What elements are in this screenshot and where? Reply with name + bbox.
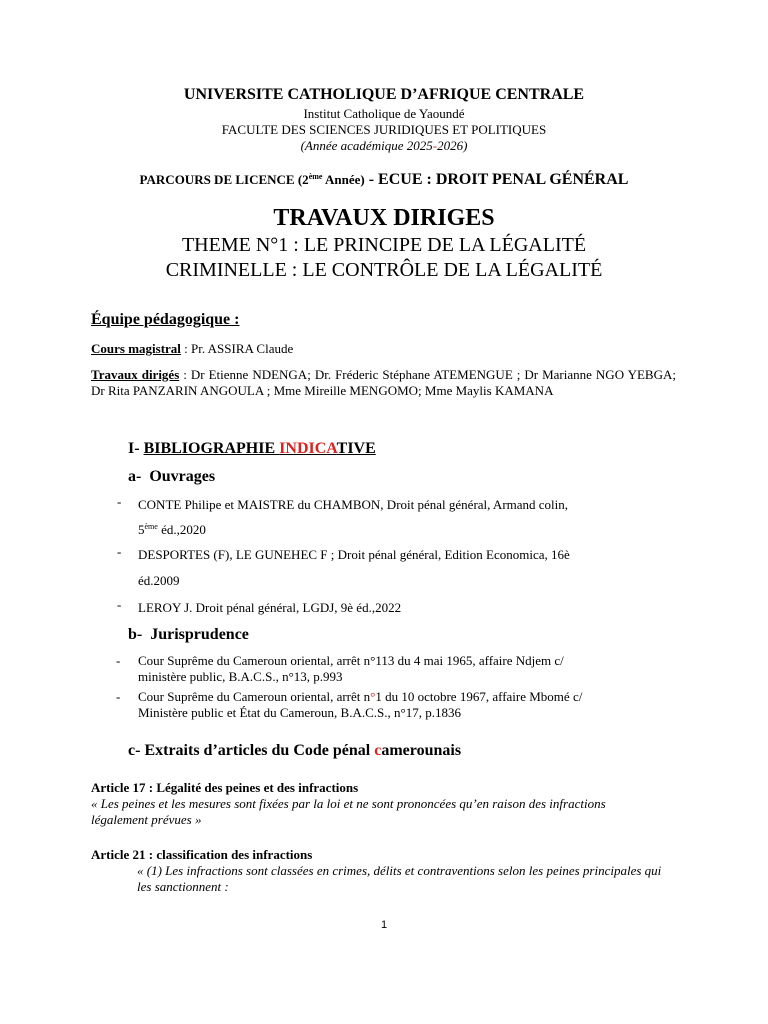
ecue-label: - ECUE : DROIT PENAL GÉNÉRAL [364,171,629,188]
book-1-edition-sup: ème [144,522,158,531]
parcours-sup: ème [308,172,323,181]
book-1-edition-year: éd.,2020 [157,522,206,537]
case-1-line-2: ministère public, B.A.C.S., n°13, p.993 [138,669,343,684]
article-21-title: Article 21 : classification des infractions [91,847,313,862]
jurisprudence-heading [128,626,249,644]
extraits-title-end: amerounais [381,742,462,759]
case-1-line-1: Cour Suprême du Cameroun oriental, arrêt n°113 du 4 mai 1965, affaire Ndjem c/ [138,653,564,668]
book-1-line-2 [138,522,206,538]
travaux-diriges-value: : Dr Etienne NDENGA; Dr. Fréderic Stéphane ATEMENGUE ; Dr Marianne NGO YEBGA; Dr Rita PANZARIN ANGOULA ; Mme Mireille MENGOMO; Mme Maylis KAMANA [91,367,676,398]
institute-name: Institut Catholique de Yaoundé [303,106,465,121]
course-line [0,171,768,189]
extraits-number: c- [128,742,141,759]
case-2-line-1-end: 1 du 10 octobre 1967, affaire Mbomé c/ [375,689,583,704]
biblio-title-red: INDICA [279,440,337,457]
cours-magistral-label: Cours magistral [91,341,181,356]
biblio-number: I- [128,440,140,457]
theme-line-2: CRIMINELLE : LE CONTRÔLE DE LA LÉGALITÉ [165,259,603,281]
book-1-line-1: CONTE Philipe et MAISTRE du CHAMBON, Droit pénal général, Armand colin, [138,497,569,512]
academic-year [0,138,768,154]
parcours-suffix: Année) [322,172,365,187]
biblio-title-a: BIBLIOGRAPHIE [143,440,280,457]
case-2-line-1-red: ° [370,689,376,704]
jurisprudence-number: b- [128,626,143,643]
cours-magistral-value: : Pr. ASSIRA Claude [180,341,294,356]
academic-year-end: 2026) [437,138,468,153]
parcours-prefix: PARCOURS DE LICENCE (2 [139,172,309,187]
extraits-title-start: Extraits d’articles du Code pénal [144,742,375,759]
jurisprudence-title: Jurisprudence [150,626,249,643]
ouvrages-heading [128,468,215,486]
case-1 [138,653,676,685]
case-2-line-2: Ministère public et État du Cameroun, B.A.C.S., n°17, p.1836 [138,705,461,720]
case-2-line-1-start: Cour Suprême du Cameroun oriental, arrêt n [138,689,371,704]
bullet-dash: - [116,653,121,668]
ouvrages-number: a- [128,468,142,485]
extraits-title-red: c [374,742,382,759]
book-3-line-1: LEROY J. Droit pénal général, LGDJ, 9è éd.,2022 [138,600,402,615]
team-heading: Équipe pédagogique : [91,311,240,328]
academic-year-start: (Année académique 2025 [300,138,433,153]
article-17-text: « Les peines et les mesures sont fixées par la loi et ne sont prononcées qu’en raison des infractions légalement prévues » [91,796,606,827]
academic-year-dash: - [432,138,438,153]
parcours-label [140,172,365,187]
case-2 [138,689,676,721]
case-2-line-1 [138,689,676,705]
extraits-heading [128,742,461,760]
travaux-diriges-label: Travaux dirigés [91,367,180,382]
bullet-dash: - [116,689,121,704]
bullet-dash: - [117,597,122,612]
biblio-title-b: TIVE [336,440,376,457]
main-title: TRAVAUX DIRIGES [273,205,495,231]
theme-line-1: THEME N°1 : LE PRINCIPE DE LA LÉGALITÉ [181,234,587,256]
university-name: UNIVERSITE CATHOLIQUE D’AFRIQUE CENTRALE [183,86,585,103]
book-1-edition: 5 [138,522,145,537]
cours-magistral [91,341,293,357]
bullet-dash: - [117,544,122,559]
article-17-title: Article 17 : Légalité des peines et des infractions [91,780,359,795]
book-2-line-1: DESPORTES (F), LE GUNEHEC F ; Droit pénal général, Edition Economica, 16è [138,547,570,562]
article-21-text: « (1) Les infractions sont classées en crimes, délits et contraventions selon les peines principales qui les sanctionnent : [137,863,662,894]
book-2-line-2: éd.2009 [138,573,180,588]
travaux-diriges [91,367,676,399]
bullet-dash: - [117,494,122,509]
faculty-name: FACULTE DES SCIENCES JURIDIQUES ET POLITIQUES [221,122,547,137]
biblio-heading [128,440,376,458]
page-number: 1 [380,919,388,931]
biblio-title [144,440,376,457]
ouvrages-title: Ouvrages [149,468,216,485]
